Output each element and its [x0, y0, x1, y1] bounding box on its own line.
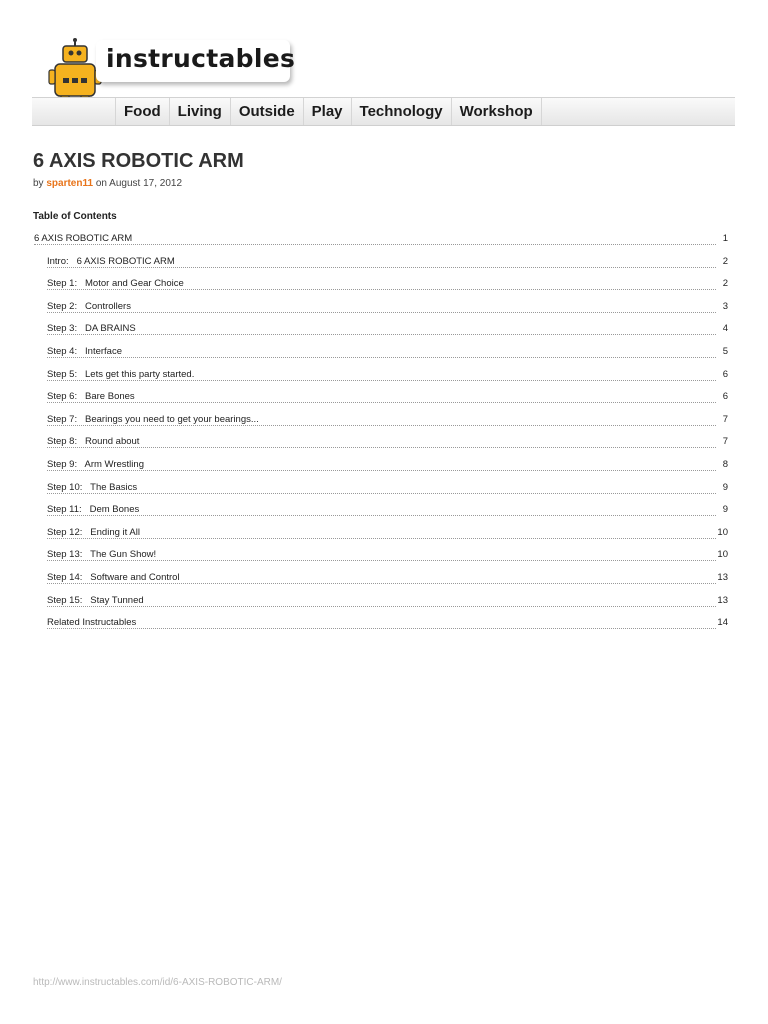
toc-entry-page: 9: [722, 481, 728, 493]
page-title: 6 AXIS ROBOTIC ARM: [33, 150, 244, 172]
toc-entry[interactable]: [0, 504, 768, 520]
byline-prefix: by: [33, 178, 44, 189]
toc-entry-label: Step 10: The Basics: [47, 482, 141, 493]
toc-entry-label: Step 7: Bearings you need to get your bearings...: [47, 414, 263, 425]
toc-entry-page: 6: [722, 391, 728, 403]
toc-entry-page: 3: [722, 300, 728, 312]
toc-entry-page: 9: [722, 504, 728, 516]
toc-entry[interactable]: [0, 595, 768, 611]
toc-entry-page: 10: [717, 549, 728, 561]
nav-item-food[interactable]: Food: [116, 98, 170, 125]
toc-leader-dots: [47, 391, 716, 403]
toc-entry[interactable]: [0, 572, 768, 588]
toc-entry-page: 6: [722, 368, 728, 380]
toc-entry-label: Step 8: Round about: [47, 436, 143, 447]
nav-item-technology[interactable]: Technology: [352, 98, 452, 125]
toc-leader-dots: [47, 436, 716, 448]
toc-entry[interactable]: [0, 256, 768, 272]
toc-entry-label: Step 15: Stay Tunned: [47, 595, 148, 606]
toc-entry[interactable]: [0, 233, 768, 249]
toc-entry-label: Step 12: Ending it All: [47, 527, 144, 538]
toc-entry-page: 13: [717, 572, 728, 583]
toc-heading: Table of Contents: [33, 211, 117, 222]
toc-entry-label: Intro: 6 AXIS ROBOTIC ARM: [47, 256, 179, 267]
toc-entry-label: 6 AXIS ROBOTIC ARM: [34, 233, 136, 244]
toc-entry-page: 2: [722, 278, 728, 290]
nav-item-living[interactable]: Living: [170, 98, 231, 125]
toc-entry[interactable]: [0, 617, 768, 633]
nav-item-outside[interactable]: Outside: [231, 98, 304, 125]
toc-entry-label: Step 3: DA BRAINS: [47, 323, 140, 334]
toc-leader-dots: [47, 504, 716, 516]
toc-entry-page: 4: [722, 323, 728, 335]
toc-entry-page: 7: [722, 413, 728, 425]
toc-entry-label: Step 2: Controllers: [47, 301, 135, 312]
toc-entry[interactable]: [0, 482, 768, 498]
toc-entry-page: 13: [717, 594, 728, 606]
toc-entry[interactable]: [0, 459, 768, 475]
toc-entry-page: 5: [722, 346, 728, 357]
toc-entry[interactable]: [0, 436, 768, 452]
toc-leader-dots: [34, 233, 716, 245]
toc-leader-dots: [47, 301, 716, 313]
toc-entry-label: Step 4: Interface: [47, 346, 126, 357]
toc-entry-page: 8: [722, 459, 728, 470]
nav-items: [116, 98, 542, 125]
toc-entry-label: Step 13: The Gun Show!: [47, 549, 160, 560]
toc-entry[interactable]: [0, 527, 768, 543]
toc-leader-dots: [47, 527, 716, 539]
author-link[interactable]: sparten11: [46, 178, 94, 189]
toc-entry[interactable]: [0, 346, 768, 362]
footer-url[interactable]: http://www.instructables.com/id/6-AXIS-ROBOTIC-ARM/: [33, 977, 282, 988]
nav-spacer: [32, 98, 116, 125]
nav-item-workshop[interactable]: Workshop: [452, 98, 542, 125]
toc-entry-page: 1: [722, 233, 728, 244]
toc-entry[interactable]: [0, 391, 768, 407]
toc-entry[interactable]: [0, 369, 768, 385]
toc-entry[interactable]: [0, 323, 768, 339]
nav-item-play[interactable]: Play: [304, 98, 352, 125]
toc-entry[interactable]: [0, 301, 768, 317]
toc-entry-page: 2: [722, 255, 728, 267]
toc-leader-dots: [47, 482, 716, 494]
toc-entry[interactable]: [0, 278, 768, 294]
byline: [33, 178, 182, 189]
toc-entry-page: 14: [717, 617, 728, 629]
toc-entry[interactable]: [0, 549, 768, 565]
site-header: [0, 0, 768, 130]
toc-entry-label: Step 9: Arm Wrestling: [47, 459, 148, 470]
toc-entry[interactable]: [0, 414, 768, 430]
toc-leader-dots: [47, 617, 716, 629]
byline-date: on August 17, 2012: [95, 178, 183, 189]
toc-entry-label: Related Instructables: [47, 617, 140, 628]
toc-entry-label: Step 1: Motor and Gear Choice: [47, 278, 188, 289]
brand-logo-text[interactable]: instructables: [106, 44, 296, 73]
category-nav: [32, 97, 735, 126]
toc-entry-page: 7: [722, 436, 728, 448]
toc-leader-dots: [47, 346, 716, 358]
toc-leader-dots: [47, 323, 716, 335]
toc-entry-label: Step 11: Dem Bones: [47, 504, 143, 515]
toc-entry-label: Step 14: Software and Control: [47, 572, 184, 583]
toc-entry-label: Step 6: Bare Bones: [47, 391, 139, 402]
toc-entry-page: 10: [717, 526, 728, 538]
toc-entry-label: Step 5: Lets get this party started.: [47, 369, 198, 380]
